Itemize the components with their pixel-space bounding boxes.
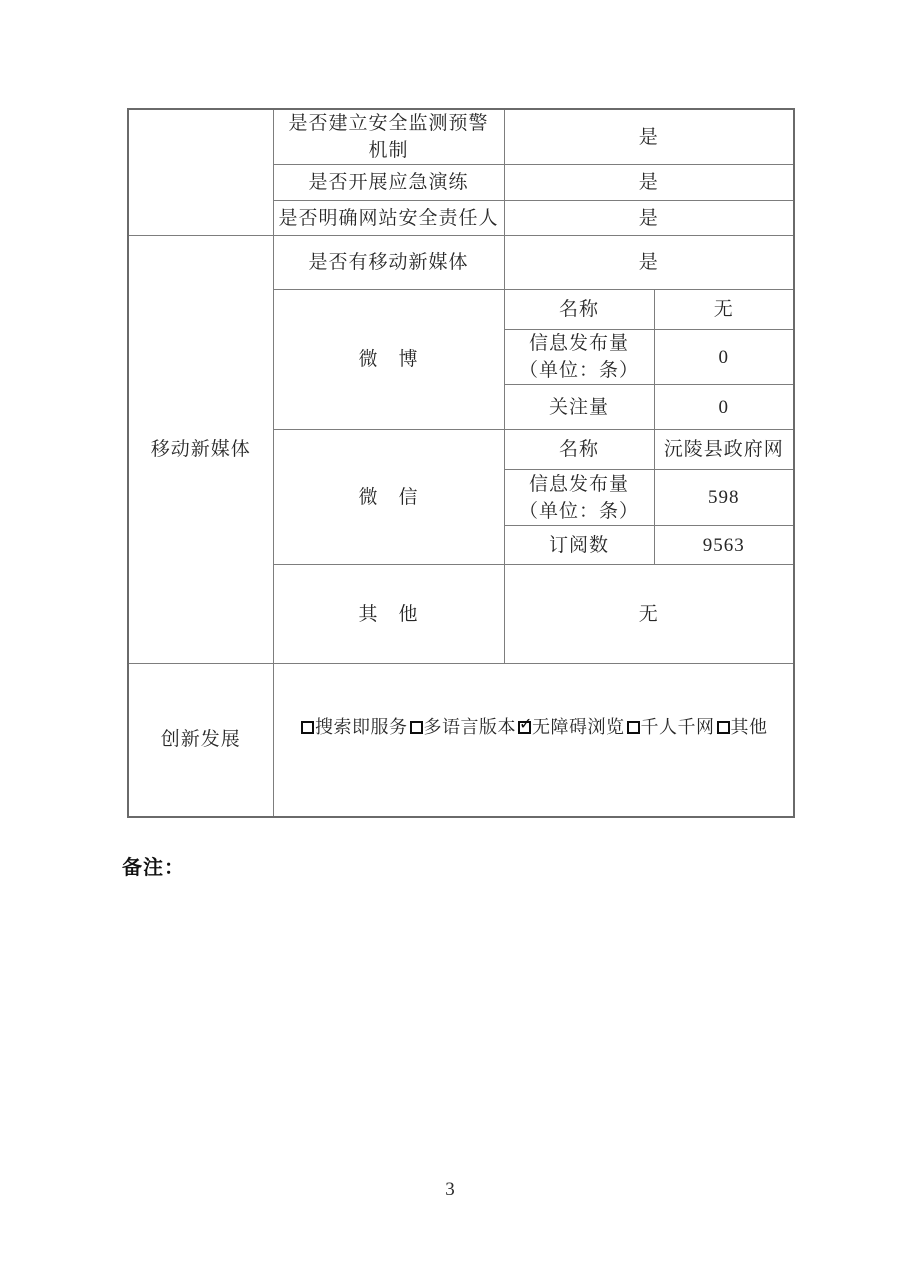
innovation-option: [625, 714, 715, 741]
wechat-name-value: 沅陵县政府网: [654, 430, 794, 470]
innovation-options: [276, 714, 792, 741]
innovation-option-label: 搜索即服务: [315, 717, 408, 738]
innovation-option: [408, 714, 517, 741]
category-cell-innovation: 创新发展: [128, 664, 273, 817]
security-monitor-value: 是: [504, 109, 794, 165]
emergency-drill-label: 是否开展应急演练: [273, 165, 504, 201]
report-table: [127, 108, 795, 818]
innovation-option: [715, 714, 768, 741]
wechat-publish-value: 598: [654, 470, 794, 526]
innovation-option-label: 千人千网: [640, 717, 715, 738]
wechat-publish-label-line2: （单位：条）: [518, 500, 639, 522]
remarks-label: 备注：: [122, 857, 185, 879]
innovation-option: [299, 714, 408, 741]
table-row: [128, 664, 794, 817]
weibo-name-label: 名称: [504, 290, 654, 330]
weibo-publish-label-line1: 信息发布量: [528, 333, 629, 354]
checkbox-icon: [717, 721, 730, 734]
category-cell-mobile-media: 移动新媒体: [128, 236, 273, 664]
security-officer-value: 是: [504, 201, 794, 236]
check-mark-icon: ✓: [519, 714, 533, 734]
emergency-drill-value: 是: [504, 165, 794, 201]
page-number: 3: [445, 1179, 455, 1200]
table-row: [128, 236, 794, 290]
has-mobile-media-label: 是否有移动新媒体: [273, 236, 504, 290]
security-monitor-label: [273, 109, 504, 165]
wechat-subscribe-value: 9563: [654, 526, 794, 565]
innovation-option-label: 无障碍浏览: [532, 717, 625, 738]
weibo-label-cell: 微 博: [273, 290, 504, 430]
innovation-options-cell: [273, 664, 794, 817]
weibo-follow-label: 关注量: [504, 385, 654, 430]
wechat-publish-label-line1: 信息发布量: [528, 473, 629, 495]
has-mobile-media-value: 是: [504, 236, 794, 290]
weibo-name-value: 无: [654, 290, 794, 330]
weibo-publish-label: [504, 330, 654, 385]
wechat-name-label: 名称: [504, 430, 654, 470]
other-media-label: 其 他: [273, 565, 504, 664]
wechat-subscribe-label: 订阅数: [504, 526, 654, 565]
innovation-option: [516, 714, 625, 741]
checkbox-icon: [410, 721, 423, 734]
other-media-value: 无: [504, 565, 794, 664]
weibo-publish-value: 0: [654, 330, 794, 385]
wechat-publish-label: [504, 470, 654, 526]
category-cell-empty: [128, 109, 273, 236]
checkbox-checked-icon: [518, 714, 533, 734]
checkbox-icon: [627, 721, 640, 734]
security-officer-label: 是否明确网站安全责任人: [273, 201, 504, 236]
innovation-option-label: 其他: [730, 717, 768, 738]
weibo-follow-value: 0: [654, 385, 794, 430]
table-row: [128, 109, 794, 165]
security-monitor-label-line1: 是否建立安全监测预警: [288, 113, 489, 134]
wechat-label-cell: 微 信: [273, 430, 504, 565]
checkbox-icon: [301, 721, 314, 734]
weibo-publish-label-line2: （单位：条）: [518, 360, 639, 381]
innovation-option-label: 多语言版本: [423, 717, 516, 738]
security-monitor-label-line2: 机制: [368, 140, 409, 161]
